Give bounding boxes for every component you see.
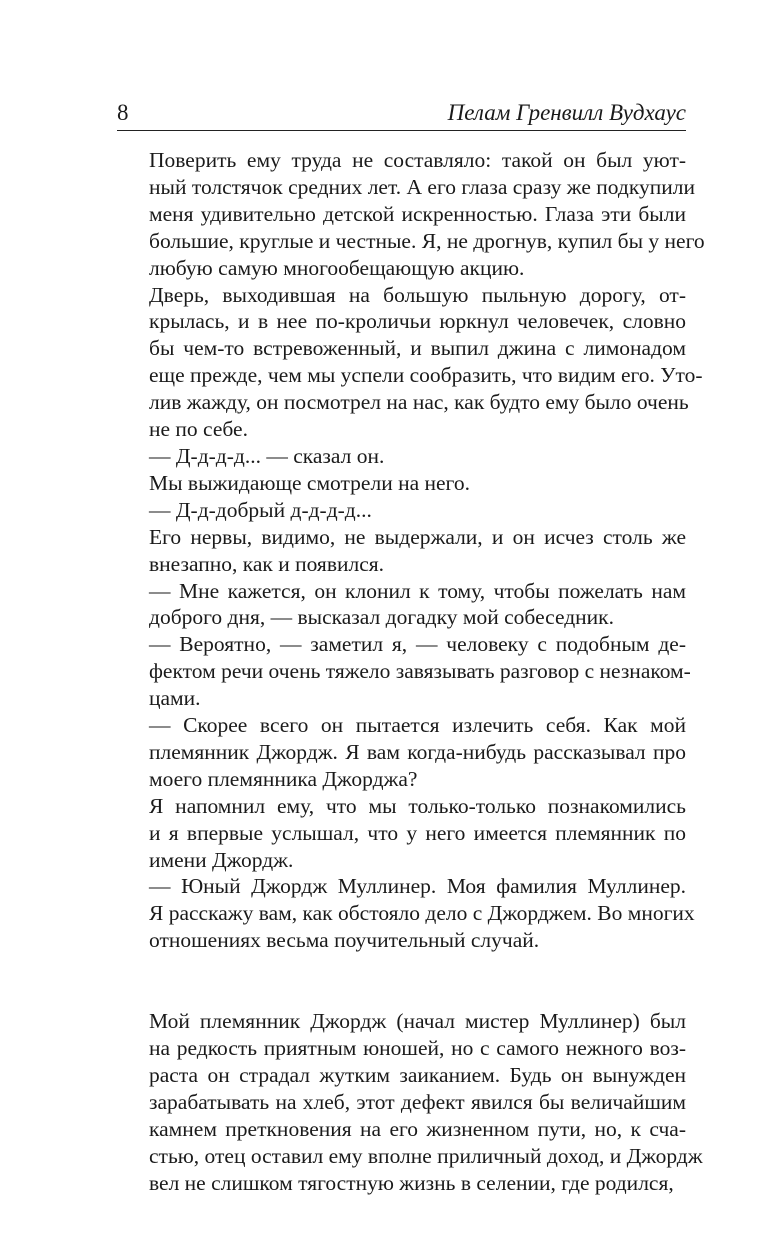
text-line: бы чем-то встревоженный, и выпил джина с лимонадом (149, 336, 686, 361)
book-page (117, 96, 705, 1197)
text-line: фектом речи очень тяжело завязывать разговор с незнаком- (149, 659, 691, 684)
text-line: моего племянника Джорджа? (149, 766, 418, 791)
text-line: — Д-д-д-д... — сказал он. (149, 443, 385, 468)
text-line: еще прежде, чем мы успели сообразить, что видим его. Уто- (149, 363, 703, 388)
text-line: — Юный Джордж Муллинер. Моя фамилия Муллинер. (149, 874, 686, 899)
text-line: доброго дня, — высказал догадку мой собеседник. (149, 605, 614, 630)
text-line: и я впервые услышал, что у него имеется племянник по (149, 820, 686, 845)
section-break (117, 954, 686, 1008)
text-line: камнем преткновения на его жизненном пути, но, к сча- (149, 1116, 686, 1141)
text-section-1 (117, 147, 705, 954)
text-line: Его нервы, видимо, не выдержали, и он исчез столь же (149, 524, 686, 549)
text-line: Я напомнил ему, что мы только-только познакомились (149, 793, 686, 818)
text-line: отношениях весьма поучительный случай. (149, 928, 540, 953)
paragraph (117, 470, 686, 497)
text-line: Дверь, выходившая на большую пыльную дорогу, от- (149, 282, 686, 307)
text-line: меня удивительно детской искренностью. Глаза эти были (149, 201, 686, 226)
text-line: на редкость приятным юношей, но с самого нежного воз- (149, 1036, 686, 1061)
text-line: не по себе. (149, 417, 248, 442)
text-line: Я расскажу вам, как обстояло дело с Джорджем. Во многих (149, 901, 695, 926)
paragraph (117, 497, 686, 524)
text-section-2 (117, 1008, 703, 1196)
text-line: цами. (149, 686, 201, 711)
text-line: лив жажду, он посмотрел на нас, как будто ему было очень (149, 390, 689, 415)
text-line: стью, отец оставил ему вполне приличный доход, и Джордж (149, 1143, 703, 1168)
text-line: — Вероятно, — заметил я, — человеку с подобным де- (149, 632, 686, 657)
paragraph (117, 282, 703, 443)
running-header (117, 96, 686, 131)
paragraph (117, 443, 686, 470)
paragraph (117, 578, 686, 632)
text-line: Мой племянник Джордж (начал мистер Муллинер) был (149, 1009, 686, 1034)
text-line: крылась, и в нее по-кроличьи юркнул человечек, словно (149, 309, 686, 334)
paragraph (117, 712, 686, 793)
paragraph (117, 873, 695, 954)
paragraph (117, 524, 686, 578)
page-number: 8 (117, 100, 129, 125)
text-line: раста он страдал жутким заиканием. Будь он вынужден (149, 1063, 686, 1087)
text-line: большие, круглые и честные. Я, не дрогнув, купил бы у него (149, 228, 705, 253)
text-line: любую самую многообещающую акцию. (149, 255, 525, 280)
text-line: Поверить ему труда не составляло: такой он был уют- (149, 148, 686, 172)
text-line: — Скорее всего он пытается излечить себя. Как мой (149, 713, 686, 738)
text-line: — Д-д-добрый д-д-д-д... (149, 497, 372, 522)
text-line: ный толстячок средних лет. А его глаза сразу же подкупили (149, 174, 695, 199)
text-line: имени Джордж. (149, 847, 294, 872)
text-line: Мы выжидающе смотрели на него. (149, 470, 470, 495)
paragraph (117, 147, 705, 282)
text-line: вел не слишком тягостную жизнь в селении, где родился, (149, 1170, 674, 1195)
running-head-author: Пелам Гренвилл Вудхаус (447, 100, 686, 125)
paragraph (117, 793, 686, 874)
body-text (117, 147, 705, 1197)
paragraph (117, 631, 691, 712)
text-line: племянник Джордж. Я вам когда-нибудь рассказывал про (149, 739, 686, 764)
paragraph (117, 1008, 703, 1196)
text-line: — Мне кажется, он клонил к тому, чтобы пожелать нам (149, 578, 686, 603)
text-line: внезапно, как и появился. (149, 551, 385, 576)
text-line: зарабатывать на хлеб, этот дефект явился бы величайшим (149, 1089, 686, 1114)
